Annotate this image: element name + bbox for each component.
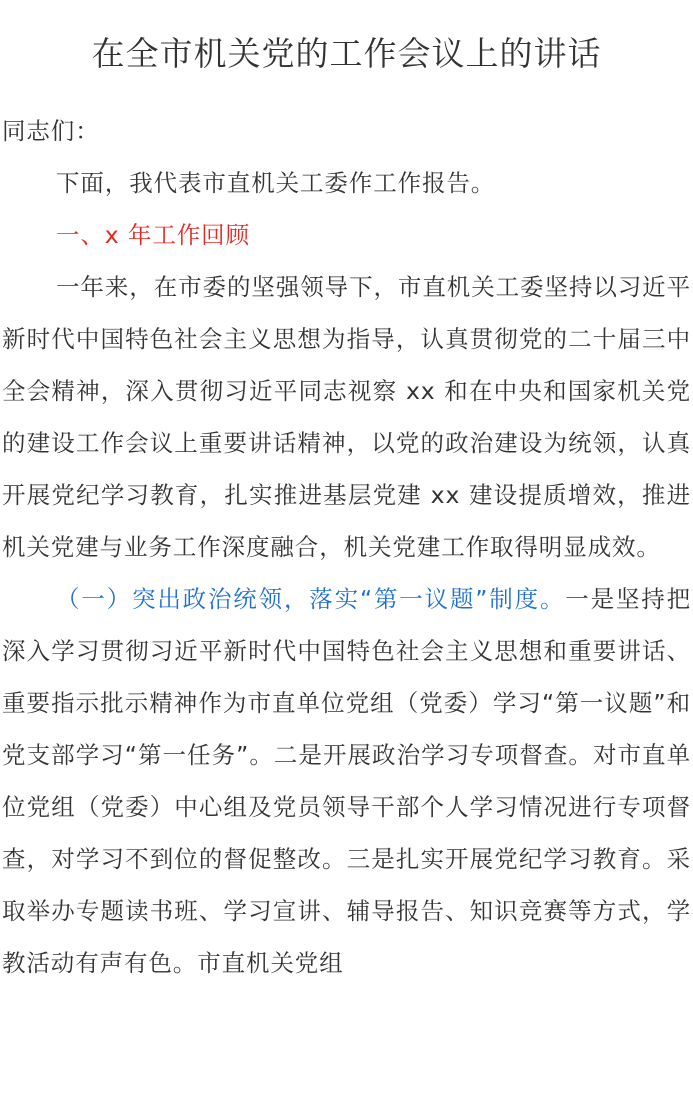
document-title: 在全市机关党的工作会议上的讲话 (91, 34, 602, 73)
subsection-heading: （一）突出政治统领，落实“第一议题”制度。 (56, 585, 566, 613)
intro-paragraph: 下面，我代表市直机关工委作工作报告。 (56, 169, 496, 197)
paragraph-political-leadership (2, 573, 691, 989)
paragraph-review: 一年来，在市委的坚强领导下，市直机关工委坚持以习近平新时代中国特色社会主义思想为指导，认真贯彻党的二十届三中全会精神，深入贯彻习近平同志视察 xx 和在中央和国家机关党的建设工作会议上重要讲话精神，以党的政治建设为统领，认真开展党纪学习教育，扎实推进基层党建 xx 建设提质增效，推进机关党建与业务工作深度融合，机关党建工作取得明显成效。 (2, 273, 691, 561)
document-body (2, 105, 691, 989)
paragraph-political-leadership-body: 一是坚持把深入学习贯彻习近平新时代中国特色社会主义思想和重要讲话、重要指示批示精神作为市直单位党组（党委）学习“第一议题”和党支部学习“第一任务”。二是开展政治学习专项督查。对市直单位党组（党委）中心组及党员领导干部个人学习情况进行专项督查，对学习不到位的督促整改。三是扎实开展党纪学习教育。采取举办专题读书班、学习宣讲、辅导报告、知识竞赛等方式，学教活动有声有色。市直机关党组 (2, 585, 692, 977)
greeting: 同志们： (2, 117, 100, 145)
section-heading: 一、x 年工作回顾 (56, 221, 250, 249)
